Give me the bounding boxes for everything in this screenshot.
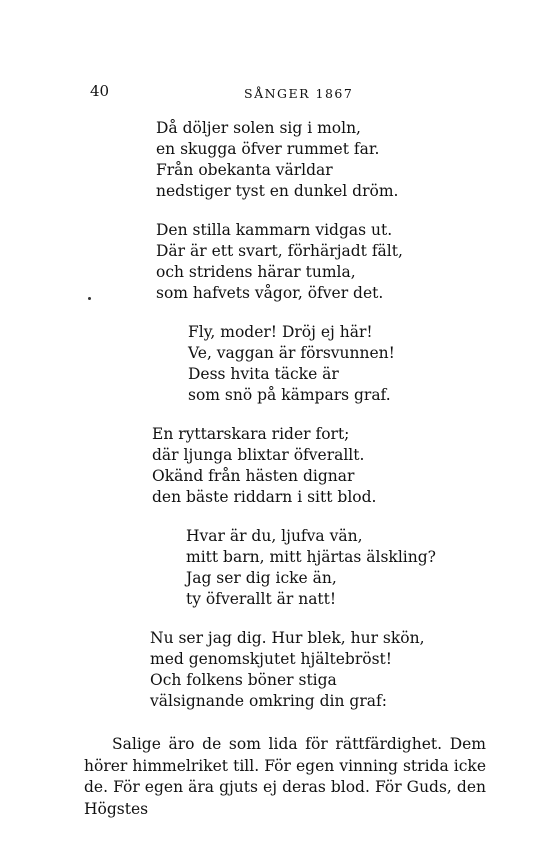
- poem-line: ty öfverallt är natt!: [186, 590, 337, 608]
- poem-stanza-6: [150, 628, 425, 712]
- poem-line: som hafvets vågor, öfver det.: [156, 284, 384, 302]
- poem-line: med genomskjutet hjältebröst!: [150, 650, 392, 668]
- poem-line: en skugga öfver rummet far.: [156, 140, 380, 158]
- poem-line: som snö på kämpars graf.: [188, 386, 391, 404]
- poem-line: Nu ser jag dig. Hur blek, hur skön,: [150, 629, 425, 647]
- poem-line: mitt barn, mitt hjärtas älskling?: [186, 548, 436, 566]
- poem-line: Där är ett svart, förhärjadt fält,: [156, 242, 403, 260]
- poem-line: Fly, moder! Dröj ej här!: [188, 323, 373, 341]
- poem-line: Dess hvita täcke är: [188, 365, 339, 383]
- prose-paragraph: Salige äro de som lida för rättfärdighet. Dem hörer himmelriket till. För egen vinning strida icke de. För egen ära gjuts ej deras blod. För Guds, den Högstes: [84, 735, 486, 818]
- poem-stanza-5: [186, 526, 436, 610]
- poem-line: Okänd från hästen dignar: [152, 467, 355, 485]
- poem-stanza-3: [188, 322, 395, 406]
- poem-line: och stridens härar tumla,: [156, 263, 356, 281]
- running-head: SÅNGER 1867: [244, 86, 354, 101]
- poem-stanza-1: [156, 118, 398, 202]
- poem-line: Och folkens böner stiga: [150, 671, 337, 689]
- poem-line: nedstiger tyst en dunkel dröm.: [156, 182, 399, 200]
- poem-line: Från obekanta världar: [156, 161, 333, 179]
- poem-line: där ljunga blixtar öfverallt.: [152, 446, 365, 464]
- poem-stanza-4: [152, 424, 376, 508]
- stray-ink-mark: [88, 297, 91, 300]
- poem-line: Den stilla kammarn vidgas ut.: [156, 221, 393, 239]
- poem-line: Då döljer solen sig i moln,: [156, 119, 361, 137]
- poem-line: Ve, vaggan är försvunnen!: [188, 344, 395, 362]
- poem-line: Jag ser dig icke än,: [186, 569, 337, 587]
- poem-line: välsignande omkring din graf:: [150, 692, 387, 710]
- poem-stanza-2: [156, 220, 403, 304]
- poem-line: En ryttarskara rider fort;: [152, 425, 350, 443]
- poem-line: Hvar är du, ljufva vän,: [186, 527, 363, 545]
- page-number: 40: [90, 82, 110, 100]
- poem-line: den bäste riddarn i sitt blod.: [152, 488, 377, 506]
